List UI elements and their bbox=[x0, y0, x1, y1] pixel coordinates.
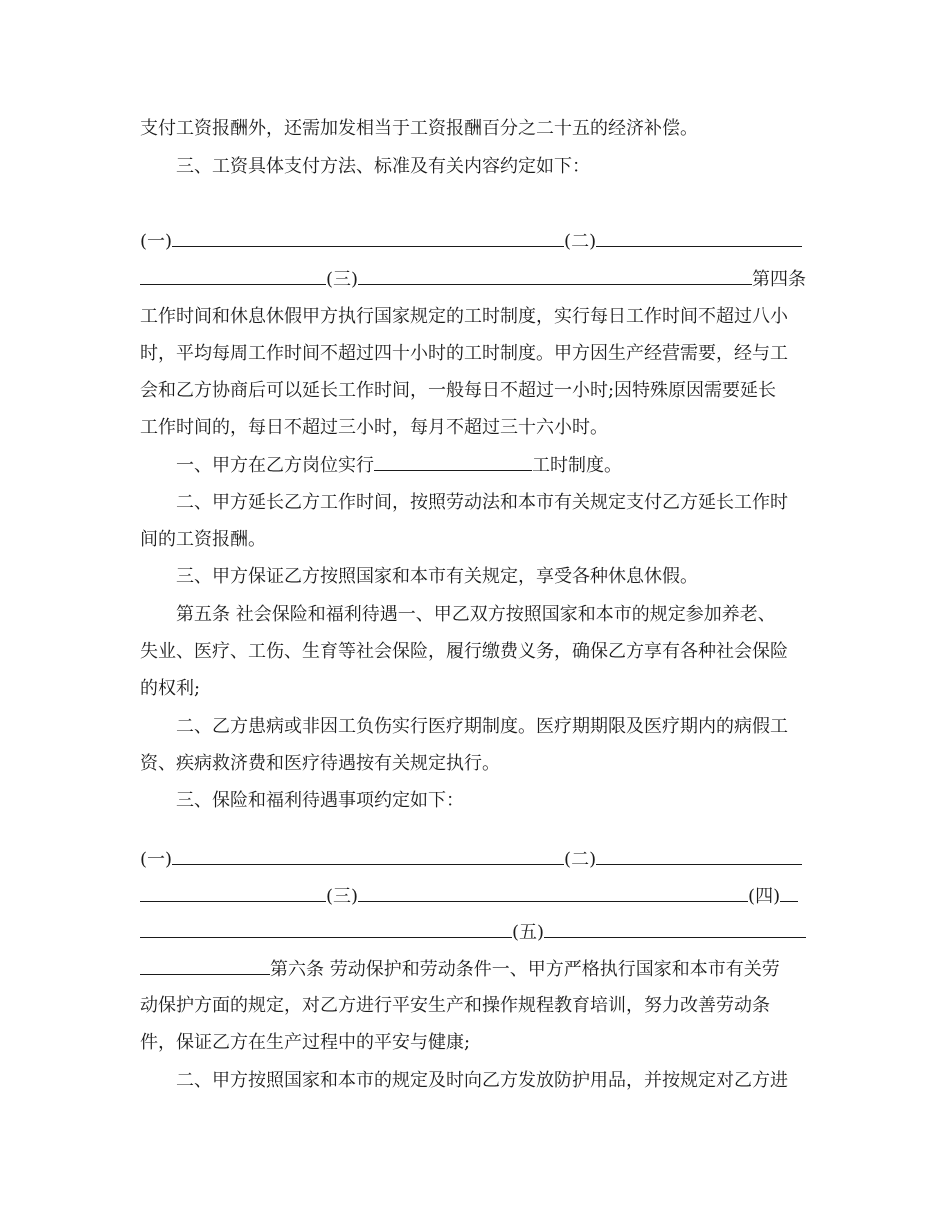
fill-in-line bbox=[140, 222, 802, 259]
blank-field[interactable] bbox=[358, 260, 752, 285]
paragraph-line: 会和乙方协商后可以延长工作时间，一般每日不超过一小时;因特殊原因需要延长 bbox=[140, 380, 777, 401]
item-label: (五) bbox=[512, 922, 545, 943]
paragraph-line: 时，平均每周工作时间不超过四十小时的工时制度。甲方因生产经营需要，经与工 bbox=[140, 343, 788, 364]
item-label: (二) bbox=[564, 849, 597, 870]
fill-in-line bbox=[140, 913, 806, 950]
paragraph-line: 资、疾病救济费和医疗待遇按有关规定执行。 bbox=[140, 753, 500, 774]
paragraph-line: 动保护方面的规定，对乙方进行平安生产和操作规程教育培训，努力改善劳动条 bbox=[140, 995, 770, 1016]
paragraph-line: 件，保证乙方在生产过程中的平安与健康; bbox=[140, 1032, 471, 1053]
item-label: (四) bbox=[748, 886, 781, 907]
blank-field[interactable] bbox=[140, 950, 270, 975]
paragraph-line: 支付工资报酬外，还需加发相当于工资报酬百分之二十五的经济补偿。 bbox=[140, 118, 698, 139]
item-label: (一) bbox=[140, 849, 173, 870]
blank-field[interactable] bbox=[596, 222, 802, 247]
blank-field[interactable] bbox=[140, 877, 326, 902]
blank-field[interactable] bbox=[358, 877, 748, 902]
paragraph-line: 的权利; bbox=[140, 678, 201, 699]
item-label: (一) bbox=[140, 231, 173, 252]
blank-field[interactable] bbox=[172, 840, 564, 865]
blank-field[interactable] bbox=[140, 260, 326, 285]
item-label: (三) bbox=[326, 886, 359, 907]
paragraph-line: 二、甲方延长乙方工作时间，按照劳动法和本市有关规定支付乙方延长工作时 bbox=[176, 492, 788, 513]
item-label: (三) bbox=[326, 269, 359, 290]
paragraph-line: 工作时间和休息休假甲方执行国家规定的工时制度，实行每日工作时间不超过八小 bbox=[140, 306, 788, 327]
article-heading: 第四条 bbox=[752, 269, 807, 290]
paragraph-line: 失业、医疗、工伤、生育等社会保险，履行缴费义务，确保乙方享有各种社会保险 bbox=[140, 641, 788, 662]
paragraph-line: 二、甲方按照国家和本市的规定及时向乙方发放防护用品，并按规定对乙方进 bbox=[176, 1070, 788, 1091]
blank-field[interactable] bbox=[596, 840, 802, 865]
paragraph-line: 第五条 社会保险和福利待遇一、甲乙双方按照国家和本市的规定参加养老、 bbox=[176, 604, 776, 625]
fill-in-line bbox=[140, 950, 780, 987]
item-label: (二) bbox=[564, 231, 597, 252]
blank-field[interactable] bbox=[780, 877, 798, 902]
fill-in-line bbox=[140, 260, 806, 297]
paragraph-line: 三、工资具体支付方法、标准及有关内容约定如下： bbox=[176, 156, 590, 177]
paragraph-line: 三、甲方保证乙方按照国家和本市有关规定，享受各种休息休假。 bbox=[176, 566, 698, 587]
fill-in-line bbox=[140, 877, 798, 914]
paragraph-line: 三、保险和福利待遇事项约定如下： bbox=[176, 790, 464, 811]
paragraph-line: 间的工资报酬。 bbox=[140, 529, 266, 550]
blank-field[interactable] bbox=[172, 222, 564, 247]
blank-field[interactable] bbox=[140, 913, 512, 938]
fill-in-line bbox=[176, 446, 622, 483]
clause-text: 一、甲方在乙方岗位实行 bbox=[176, 455, 374, 476]
article-heading: 第六条 劳动保护和劳动条件一、甲方严格执行国家和本市有关劳 bbox=[270, 959, 780, 980]
clause-text: 工时制度。 bbox=[532, 455, 622, 476]
blank-field[interactable] bbox=[544, 913, 806, 938]
fill-in-line bbox=[140, 840, 802, 877]
paragraph-line: 二、乙方患病或非因工负伤实行医疗期制度。医疗期期限及医疗期内的病假工 bbox=[176, 716, 788, 737]
paragraph-line: 工作时间的，每日不超过三小时，每月不超过三十六小时。 bbox=[140, 417, 608, 438]
blank-field[interactable] bbox=[374, 446, 532, 471]
